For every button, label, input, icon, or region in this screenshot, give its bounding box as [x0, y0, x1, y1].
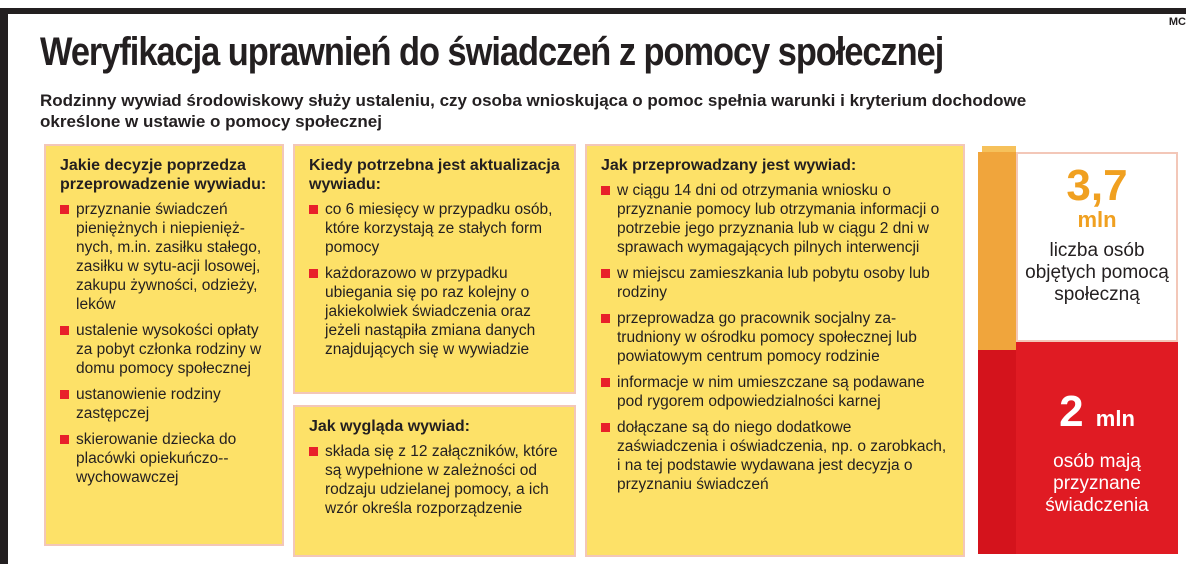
subtitle: Rodzinny wywiad środowiskowy służy ustaleniu, czy osoba wnioskująca o pomoc spełnia warunki i kryterium dochodowe określone w ustawie o pomocy społecznej	[40, 91, 1027, 131]
stat-covered-label: liczba osób objętych pomocą społeczną	[1025, 240, 1169, 305]
how-list	[601, 181, 949, 494]
stat-covered-value: 3,7	[1066, 161, 1128, 210]
list-item: co 6 miesięcy w przypadku osób, które korzystają ze stałych form pomocy	[309, 200, 560, 257]
looks-box	[293, 405, 576, 557]
stat-granted-unit: mln	[1095, 406, 1135, 431]
stat-granted-label: osób mają przyznane świadczenia	[1045, 451, 1149, 516]
list-item: w miejscu zamieszkania lub pobytu osoby lub rodziny	[601, 264, 949, 302]
list-item: każdorazowo w przypadku ubiegania się po raz kolejny o jakiekolwiek świadczenia oraz jeżeli nastąpiła zmiana danych znajdujących się w wywiadzie	[309, 264, 560, 359]
bullet-square-icon	[309, 447, 318, 456]
credit: MC	[1168, 16, 1186, 28]
list-item: w ciągu 14 dni od otrzymania wniosku o przyznanie pomocy lub otrzymania informacji o potrzebie jego przyznania lub w ciągu 2 dni w sprawach wymagających pilnych interwencji	[601, 181, 949, 257]
bullet-square-icon	[309, 205, 318, 214]
decisions-heading: Jakie decyzje poprzedza przeprowadzenie wywiadu:	[60, 157, 267, 193]
stat-covered-unit: mln	[1077, 207, 1117, 232]
stat-covered	[1016, 152, 1178, 342]
decisions-box	[44, 144, 284, 546]
stat-strip-red	[978, 350, 1016, 554]
list-item: dołączane są do niego dodatkowe zaświadczenia i oświadczenia, np. o zarobkach, i na tej podstawie wydawana jest decyzja o przyznaniu świadczeń	[601, 418, 949, 494]
how-heading: Jak przeprowadzany jest wywiad:	[601, 157, 857, 174]
list-item: skierowanie dziecka do placówki opiekuńczo--wychowawczej	[60, 430, 268, 487]
bullet-square-icon	[601, 269, 610, 278]
update-heading: Kiedy potrzebna jest aktualizacja wywiadu:	[309, 157, 560, 193]
bullet-square-icon	[601, 186, 610, 195]
stat-granted-figure	[1016, 387, 1178, 441]
bullet-square-icon	[601, 423, 610, 432]
top-rule	[8, 8, 1186, 14]
page-title: Weryfikacja uprawnień do świadczeń z pomocy społecznej	[40, 30, 944, 74]
list-item: przeprowadza go pracownik socjalny za-trudniony w ośrodku pomocy społecznej lub powiatowym centrum pomocy rodzinie	[601, 309, 949, 366]
stat-granted-value: 2	[1059, 387, 1084, 436]
list-item: informacje w nim umieszczane są podawane pod rygorem odpowiedzialności karnej	[601, 373, 949, 411]
bullet-square-icon	[60, 390, 69, 399]
list-item: przyznanie świadczeń pieniężnych i niepienięż-nych, m.in. zasiłku stałego, zasiłku w sytu-acji losowej, zakupu żywności, odzieży, leków	[60, 200, 268, 314]
stat-strip-orange	[978, 152, 1016, 350]
looks-list	[309, 442, 560, 518]
list-item: składa się z 12 załączników, które są wypełnione w zależności od rodzaju udzielanej pomocy, a ich wzór określa rozporządzenie	[309, 442, 560, 518]
list-item: ustanowienie rodziny zastępczej	[60, 385, 268, 423]
stat-granted	[1016, 342, 1178, 554]
list-item: ustalenie wysokości opłaty za pobyt członka rodziny w domu pomocy społecznej	[60, 321, 268, 378]
left-rule	[0, 8, 8, 564]
bullet-square-icon	[309, 269, 318, 278]
bullet-square-icon	[601, 314, 610, 323]
bullet-square-icon	[60, 326, 69, 335]
looks-heading: Jak wygląda wywiad:	[309, 418, 470, 435]
update-list	[309, 200, 560, 359]
decisions-list	[60, 200, 268, 487]
update-box	[293, 144, 576, 394]
how-box	[585, 144, 965, 557]
stats-column	[972, 144, 1190, 560]
bullet-square-icon	[601, 378, 610, 387]
bullet-square-icon	[60, 435, 69, 444]
bullet-square-icon	[60, 205, 69, 214]
